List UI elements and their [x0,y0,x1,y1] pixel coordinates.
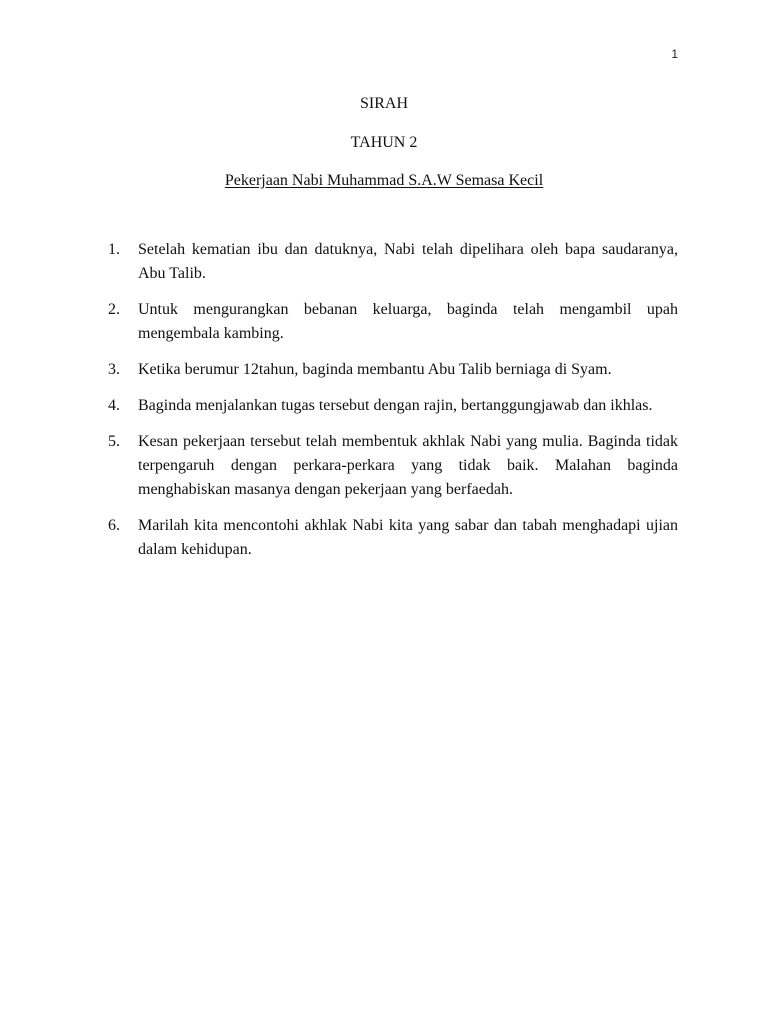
list-item [108,238,678,286]
list-item [108,358,678,382]
list-item-number: 1. [108,241,120,258]
list-item-text: Ketika berumur 12tahun, baginda membantu Abu Talib berniaga di Syam. [138,361,612,378]
list-item-number: 3. [108,361,120,378]
list-item-number: 6. [108,517,120,534]
topic-title: Pekerjaan Nabi Muhammad S.A.W Semasa Kecil [224,172,544,189]
list-item-number: 4. [108,397,120,414]
list-item-text: Baginda menjalankan tugas tersebut dengan rajin, bertanggungjawab dan ikhlas. [138,397,653,414]
list-item [108,430,678,502]
numbered-list [108,238,678,574]
subject-title: SIRAH [359,95,408,112]
list-item-text: Untuk mengurangkan bebanan keluarga, baginda telah mengambil upah mengembala kambing. [138,301,678,342]
list-item-text: Kesan pekerjaan tersebut telah membentuk akhlak Nabi yang mulia. Baginda tidak terpengaruh dengan perkara-perkara yang tidak baik. Malahan baginda menghabiskan masanya dengan pekerjaan yang berfaedah. [138,433,678,498]
list-item-text: Setelah kematian ibu dan datuknya, Nabi telah dipelihara oleh bapa saudaranya, Abu Talib. [138,241,678,282]
list-item [108,298,678,346]
page-number: 1 [671,47,678,61]
list-item-number: 5. [108,433,120,450]
list-item-text: Marilah kita mencontohi akhlak Nabi kita yang sabar dan tabah menghadapi ujian dalam kehidupan. [138,517,678,558]
list-item [108,514,678,562]
list-item [108,394,678,418]
year-title: TAHUN 2 [350,134,418,151]
list-item-number: 2. [108,301,120,318]
